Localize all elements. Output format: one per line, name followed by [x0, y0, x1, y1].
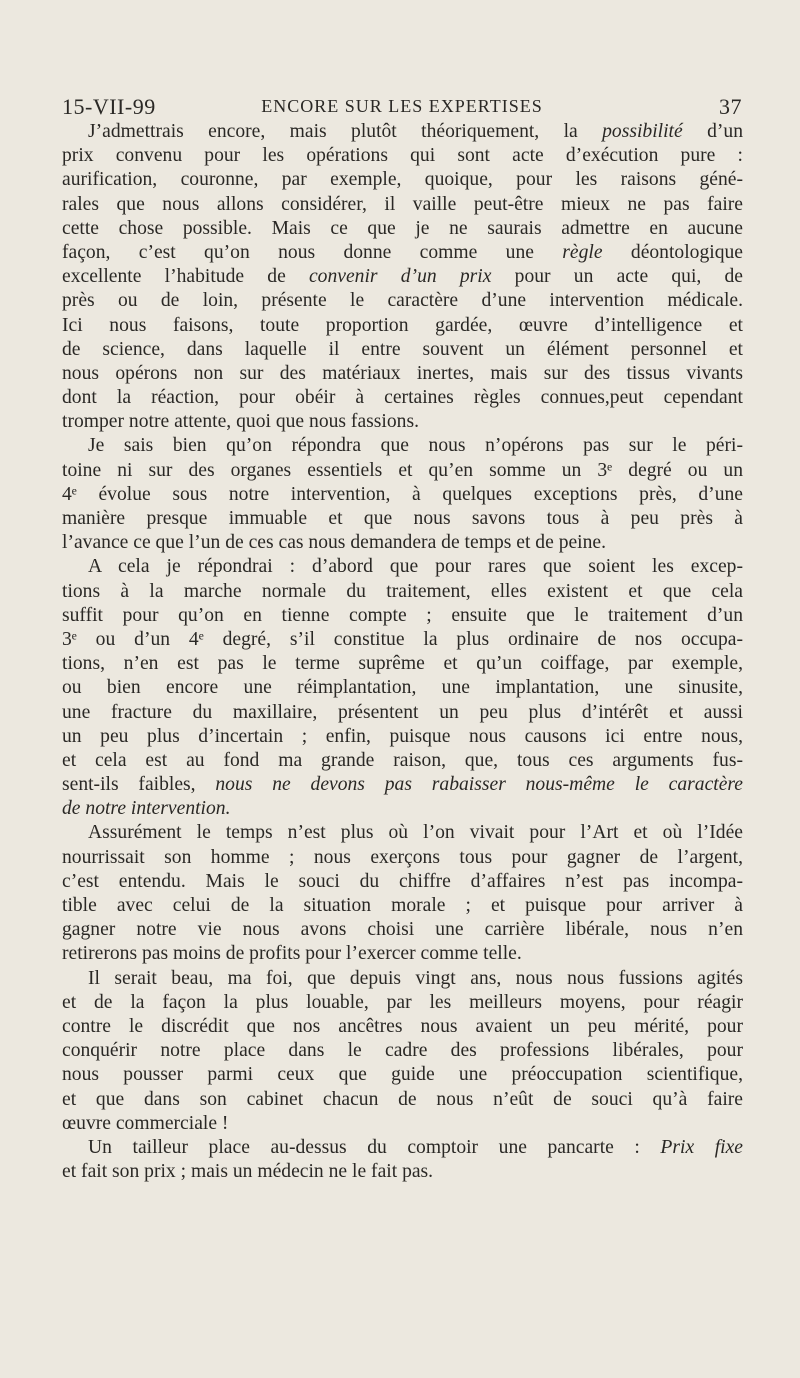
text-line: [62, 942, 743, 966]
text-segment: dont la réaction, pour obéir à certaines règles connues,peut cependant: [62, 387, 743, 409]
text-segment: contre le discrédit que nos ancêtres nous avaient un peu mérité, pour: [62, 1015, 743, 1037]
text-line: [62, 846, 743, 870]
text-line: [62, 1112, 743, 1136]
text-segment: aurification, couronne, par exemple, quoique, pour les raisons géné-: [62, 169, 743, 191]
text-line: [62, 580, 743, 604]
italic-text: possibilité: [602, 121, 683, 142]
text-line: [62, 1039, 743, 1063]
text-line: [62, 193, 743, 217]
text-line: [62, 314, 743, 338]
text-line: [62, 434, 743, 458]
text-line: [62, 555, 743, 579]
italic-text: Prix fixe: [660, 1136, 743, 1158]
text-segment: sent-ils faibles,: [62, 774, 216, 796]
paragraph: [62, 1136, 743, 1184]
text-line: [62, 338, 743, 362]
text-line: [62, 1063, 743, 1087]
text-segment: déontologique: [602, 241, 743, 263]
text-line: [62, 241, 743, 265]
italic-text: règle: [562, 241, 603, 263]
text-segment: nourrissait son homme ; nous exerçons tous pour gagner de l’argent,: [62, 846, 743, 868]
text-segment: Je sais bien qu’on répondra que nous n’opérons pas sur le péri-: [88, 435, 743, 457]
text-line: [62, 144, 743, 168]
text-line: [62, 870, 743, 894]
text-segment: tible avec celui de la situation morale ; et puisque pour arriver à: [62, 895, 743, 916]
text-line: [62, 797, 743, 821]
text-line: [62, 773, 743, 797]
text-segment: et fait son prix ; mais un médecin ne le fait pas.: [62, 1161, 434, 1183]
text-segment: d’un: [682, 121, 743, 142]
running-head-date: 15-VII-99: [62, 94, 156, 119]
text-line: [62, 362, 743, 386]
text-segment: pour un acte qui, de: [491, 266, 743, 288]
text-line: [62, 725, 743, 749]
text-segment: excellente l’habitude de: [62, 266, 309, 288]
body-text: [62, 120, 743, 1184]
text-segment: près ou de loin, présente le caractère d’une intervention médicale.: [62, 290, 743, 312]
text-segment: tions à la marche normale du traitement, elles existent et que cela: [62, 580, 743, 602]
text-line: [62, 1136, 743, 1160]
text-line: [62, 531, 743, 555]
text-line: [62, 265, 743, 289]
text-line: [62, 459, 743, 483]
text-segment: A cela je répondrai : d’abord que pour rares que soient les excep-: [88, 556, 743, 578]
italic-text: de notre intervention.: [62, 798, 231, 820]
text-segment: rales que nous allons considérer, il vaille peut-être mieux ne pas faire: [62, 193, 743, 215]
italic-text: convenir d’un prix: [308, 266, 492, 288]
text-line: [62, 821, 743, 845]
text-segment: suffit pour qu’on en tienne compte ; ensuite que le traitement d’un: [62, 604, 743, 626]
text-segment: façon, c’est qu’on nous donne comme une: [62, 241, 563, 263]
text-line: [62, 168, 743, 192]
paragraph: [62, 434, 743, 555]
italic-text: nous ne devons pas rabaisser nous-même le caractère: [215, 774, 743, 796]
text-line: [62, 1015, 743, 1039]
text-segment: conquérir notre place dans le cadre des professions libérales, pour: [62, 1040, 743, 1062]
text-line: [62, 1160, 743, 1184]
text-line: [62, 483, 743, 507]
text-line: [62, 918, 743, 942]
page-number: 37: [719, 94, 742, 119]
paragraph: [62, 821, 743, 966]
text-line: [62, 120, 743, 144]
text-line: [62, 894, 743, 918]
text-segment: nous pousser parmi ceux que guide une préoccupation scientifique,: [62, 1064, 743, 1086]
paragraph: [62, 555, 743, 821]
text-line: [62, 676, 743, 700]
text-segment: cette chose possible. Mais ce que je ne saurais admettre en aucune: [62, 217, 743, 239]
text-segment: 4ᵉ évolue sous notre intervention, à quelques exceptions près, d’une: [62, 483, 743, 505]
text-segment: un peu plus d’incertain ; enfin, puisque nous causons ici entre nous,: [62, 725, 743, 747]
text-segment: Il serait beau, ma foi, que depuis vingt ans, nous nous fussions agités: [88, 967, 743, 989]
text-segment: prix convenu pour les opérations qui sont acte d’exécution pure :: [62, 145, 743, 167]
text-line: [62, 386, 743, 410]
text-line: [62, 967, 743, 991]
text-segment: J’admettrais encore, mais plutôt théoriquement, la: [88, 121, 603, 142]
text-line: [62, 507, 743, 531]
text-segment: c’est entendu. Mais le souci du chiffre d’affaires n’est pas incompa-: [62, 870, 743, 892]
text-line: [62, 991, 743, 1015]
text-segment: Assurément le temps n’est plus où l’on vivait pour l’Art et où l’Idée: [88, 822, 743, 844]
paragraph: [62, 967, 743, 1136]
text-segment: une fracture du maxillaire, présentent un peu plus d’intérêt et aussi: [62, 701, 743, 723]
text-line: [62, 749, 743, 773]
text-segment: et que dans son cabinet chacun de nous n’eût de souci qu’à faire: [62, 1088, 743, 1110]
text-line: [62, 701, 743, 725]
text-segment: toine ni sur des organes essentiels et qu’en somme un 3ᵉ degré ou un: [62, 459, 743, 481]
text-segment: et de la façon la plus louable, par les meilleurs moyens, pour réagir: [62, 991, 743, 1013]
text-line: [62, 217, 743, 241]
paragraph: [62, 120, 743, 434]
text-segment: et cela est au fond ma grande raison, que, tous ces arguments fus-: [62, 749, 743, 771]
text-segment: ou bien encore une réimplantation, une implantation, une sinusite,: [62, 677, 743, 699]
text-line: [62, 628, 743, 652]
text-segment: Ici nous faisons, toute proportion gardée, œuvre d’intelligence et: [62, 314, 743, 336]
text-segment: 3ᵉ ou d’un 4ᵉ degré, s’il constitue la plus ordinaire de nos occupa-: [62, 628, 743, 650]
text-segment: gagner notre vie nous avons choisi une carrière libérale, nous n’en: [62, 919, 743, 941]
text-segment: œuvre commerciale !: [62, 1112, 229, 1134]
text-segment: manière presque immuable et que nous savons tous à peu près à: [62, 508, 743, 529]
text-segment: de science, dans laquelle il entre souvent un élément personnel et: [62, 338, 743, 360]
text-segment: l’avance ce que l’un de ces cas nous demandera de temps et de peine.: [62, 532, 607, 554]
text-segment: nous opérons non sur des matériaux inertes, mais sur des tissus vivants: [62, 362, 743, 384]
text-segment: tromper notre attente, quoi que nous fassions.: [62, 411, 419, 433]
text-line: [62, 289, 743, 313]
text-segment: Un tailleur place au-dessus du comptoir une pancarte :: [88, 1136, 661, 1158]
text-segment: tions, n’en est pas le terme suprême et qu’un coiffage, par exemple,: [62, 653, 743, 675]
text-line: [62, 410, 743, 434]
text-segment: retirerons pas moins de profits pour l’exercer comme telle.: [62, 943, 522, 965]
text-line: [62, 604, 743, 628]
text-line: [62, 652, 743, 676]
running-head-title: ENCORE SUR LES EXPERTISES: [261, 96, 543, 116]
text-line: [62, 1088, 743, 1112]
